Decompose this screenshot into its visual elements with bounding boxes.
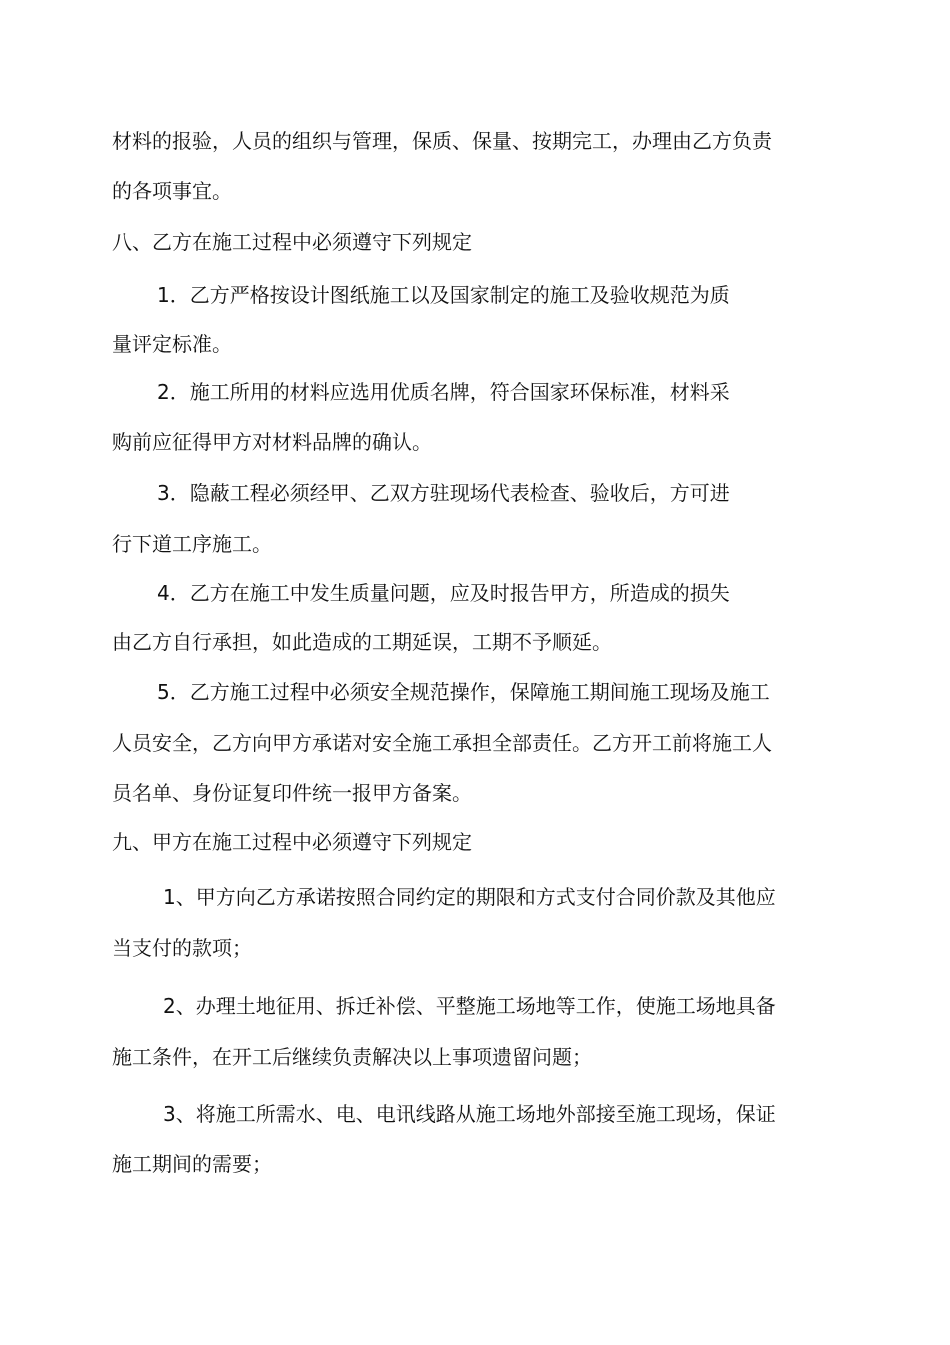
list-item-start: 1、甲方向乙方承诺按照合同约定的期限和方式支付合同价款及其他应 [163, 885, 776, 909]
section-heading: 九、甲方在施工过程中必须遵守下列规定 [112, 830, 472, 854]
section-heading: 八、乙方在施工过程中必须遵守下列规定 [112, 230, 472, 254]
text-line: 材料的报验，人员的组织与管理，保质、保量、按期完工，办理由乙方负责 [112, 129, 772, 153]
text-line: 当支付的款项； [112, 936, 252, 960]
list-item-start: 2．施工所用的材料应选用优质名牌，符合国家环保标准，材料采 [157, 380, 730, 404]
list-item-start: 3．隐蔽工程必须经甲、乙双方驻现场代表检查、验收后，方可进 [157, 481, 730, 505]
text-line: 由乙方自行承担，如此造成的工期延误，工期不予顺延。 [112, 630, 612, 654]
text-line: 员名单、身份证复印件统一报甲方备案。 [112, 781, 472, 805]
list-item-start: 1．乙方严格按设计图纸施工以及国家制定的施工及验收规范为质 [157, 283, 730, 307]
list-item-start: 3、将施工所需水、电、电讯线路从施工场地外部接至施工现场，保证 [163, 1102, 776, 1126]
text-line: 量评定标准。 [112, 332, 232, 356]
text-line: 人员安全，乙方向甲方承诺对安全施工承担全部责任。乙方开工前将施工人 [112, 731, 772, 755]
list-item-start: 4．乙方在施工中发生质量问题，应及时报告甲方，所造成的损失 [157, 581, 730, 605]
text-line: 购前应征得甲方对材料品牌的确认。 [112, 430, 432, 454]
text-line: 施工期间的需要； [112, 1152, 272, 1176]
text-line: 的各项事宜。 [112, 179, 232, 203]
text-line: 施工条件，在开工后继续负责解决以上事项遗留问题； [112, 1045, 592, 1069]
list-item-start: 2、办理土地征用、拆迁补偿、平整施工场地等工作，使施工场地具备 [163, 994, 776, 1018]
text-line: 行下道工序施工。 [112, 532, 272, 556]
list-item-start: 5．乙方施工过程中必须安全规范操作，保障施工期间施工现场及施工 [157, 680, 770, 704]
